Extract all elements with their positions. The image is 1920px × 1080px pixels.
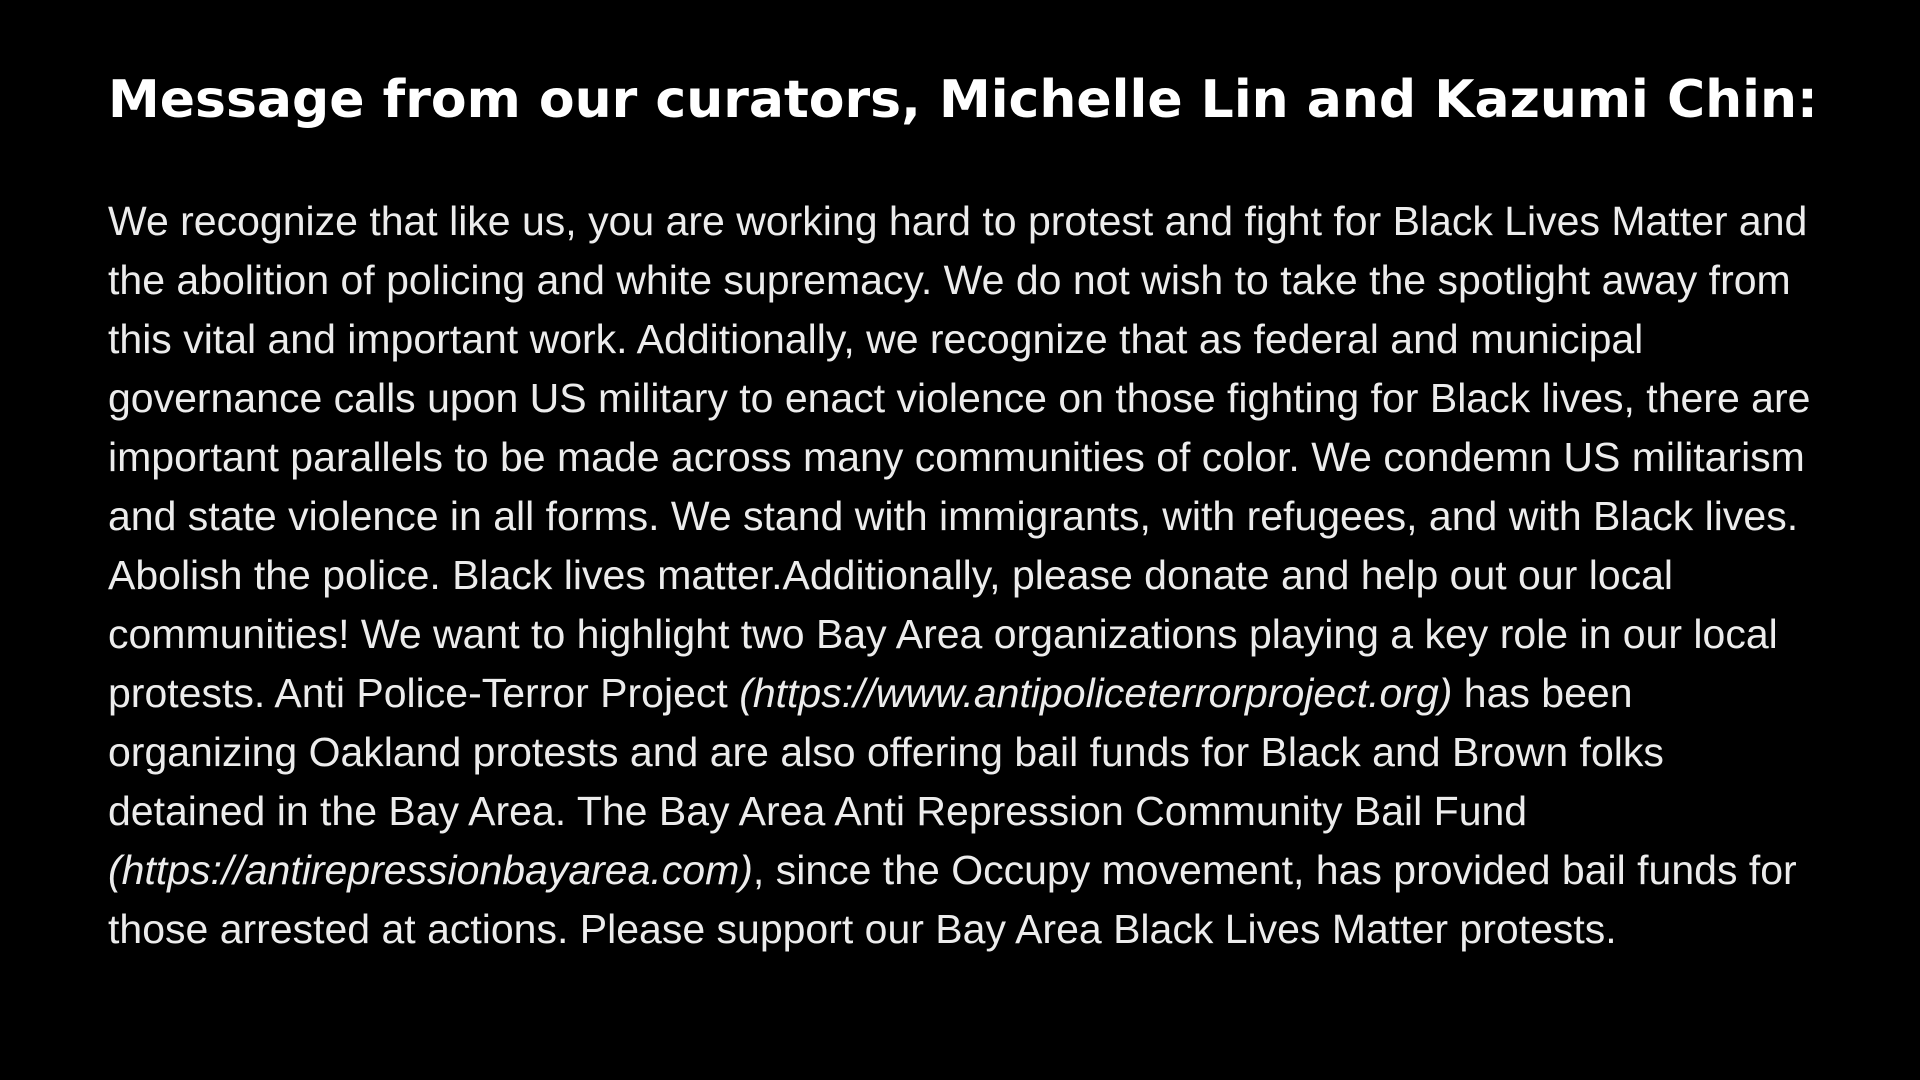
antipoliceterrorproject-url: (https://www.antipoliceterrorproject.org) [739, 670, 1453, 716]
page-title: Message from our curators, Michelle Lin and Kazumi Chin: [108, 70, 1818, 130]
message-text-part-1: We recognize that like us, you are working hard to protest and fight for Black Lives Matter and the abolition of policing and white supremacy. We do not wish to take the spotlight away from this vital and important work. Additionally, we recognize that as federal and municipal governance calls upon US military to enact violence on those fighting for Black lives, there are important parallels to be made across many communities of color. We condemn US militarism and state violence in all forms. We stand with immigrants, with refugees, and with Black lives. Abolish the police. Black lives matter.Additionally, please donate and help out our local communities! We want to highlight two Bay Area organizations playing a key role in our local protests. Anti Police-Terror Project [108, 198, 1811, 716]
message-text-part-2: has been organizing Oakland protests and are also offering bail funds for Black and Brown folks detained in the Bay Area. The Bay Area Anti Repression Community Bail Fund [108, 670, 1664, 834]
message-text-part-3: , since the Occupy movement, has provided bail funds for those arrested at actions. Please support our Bay Area Black Lives Matter protests. [108, 847, 1797, 952]
antirepressionbayarea-url: (https://antirepressionbayarea.com) [108, 847, 753, 893]
message-body [108, 192, 1828, 959]
